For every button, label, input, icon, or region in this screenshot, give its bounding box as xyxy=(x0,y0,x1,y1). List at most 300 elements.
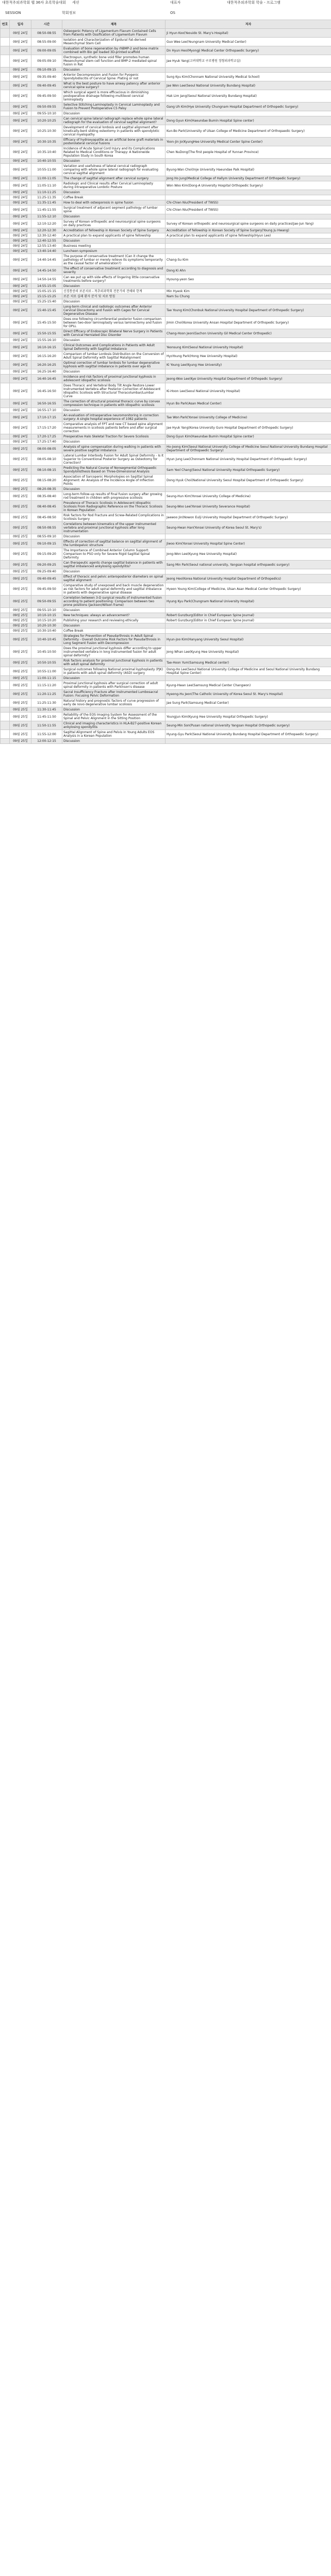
table-row[interactable] xyxy=(1,721,331,730)
table-row[interactable] xyxy=(1,439,331,445)
row-authors: Yeonsung Kim(Seoul National University Hospital) xyxy=(166,343,331,352)
table-row[interactable] xyxy=(1,608,331,613)
table-header-row xyxy=(1,20,331,29)
row-number xyxy=(1,329,10,338)
row-date: 09월 24일 xyxy=(10,408,31,413)
table-row[interactable] xyxy=(1,623,331,629)
table-row[interactable] xyxy=(1,629,331,634)
table-row[interactable] xyxy=(1,73,331,81)
row-time: 10:40-10:45 xyxy=(31,634,62,646)
row-authors xyxy=(166,249,331,254)
row-time: 17:25-17:40 xyxy=(31,439,62,445)
row-title: Luncheon symposium xyxy=(62,249,166,254)
row-number xyxy=(1,596,10,608)
row-title: Does the proximal junctional kyphosis differ according to upper instrumented vertebra in long instrumented fusion for adult spinal deformity? xyxy=(62,646,166,658)
row-title: Risk factors for Rod Fracture and Screw-Related Complications in Scoliosis Surgery xyxy=(62,513,166,522)
row-date: 09월 25일 xyxy=(10,658,31,667)
row-time: 09:50-09:55 xyxy=(31,103,62,111)
row-time: 09:15-09:20 xyxy=(31,548,62,561)
table-row[interactable] xyxy=(1,369,331,375)
table-row[interactable] xyxy=(1,453,331,466)
row-authors: Ki-Hoon Lee(Seoul National University Hospital) xyxy=(166,383,331,399)
table-row[interactable] xyxy=(1,699,331,707)
row-number xyxy=(1,228,10,233)
table-row[interactable] xyxy=(1,181,331,190)
row-authors xyxy=(166,707,331,713)
row-number xyxy=(1,190,10,195)
row-authors: Dong Ki Ahn xyxy=(166,266,331,275)
table-row[interactable] xyxy=(1,219,331,228)
row-number xyxy=(1,176,10,181)
row-authors: Min Hyeok Kim xyxy=(166,289,331,294)
row-authors: Accreditation of fellowship in Korean Society of Spine Surgery(Young Ju Hwang) xyxy=(166,228,331,233)
row-date: 09월 24일 xyxy=(10,219,31,228)
row-title: Comparative study of unexposed and back muscle degeneration as risk factors for adult spinal deformity and sagittal imbalance in patients with degenerative spinal disease xyxy=(62,583,166,596)
table-row[interactable] xyxy=(1,90,331,103)
row-number xyxy=(1,439,10,445)
table-row[interactable] xyxy=(1,81,331,90)
table-row[interactable] xyxy=(1,474,331,487)
header-session: 세션 xyxy=(72,1,79,5)
row-title: Discussion xyxy=(62,707,166,713)
row-date: 09월 24일 xyxy=(10,206,31,214)
row-authors xyxy=(166,67,331,73)
row-title: The effect of conservative treatment according to diagnosis and severity xyxy=(62,266,166,275)
table-row[interactable] xyxy=(1,634,331,646)
table-row[interactable] xyxy=(1,317,331,329)
row-time: 11:15-11:20 xyxy=(31,681,62,690)
table-row[interactable] xyxy=(1,534,331,539)
row-title: Risk factors analysis for proximal junctional kyphosis in patients with adult spinal deformity xyxy=(62,658,166,667)
row-title: Discussion xyxy=(62,338,166,343)
table-row[interactable] xyxy=(1,176,331,181)
row-time: 14:45-14:50 xyxy=(31,266,62,275)
table-row[interactable] xyxy=(1,233,331,239)
row-authors: Seung-Min Son(Pusan national University Yangsan Hospital Orthopedic surgery) xyxy=(166,721,331,730)
table-row[interactable] xyxy=(1,658,331,667)
row-time: 10:15-10:20 xyxy=(31,618,62,623)
row-title: Correlations between kinematics of the upper instrumented vertebra and proximal junctional kyphosis after long instrumentation xyxy=(62,522,166,534)
row-authors xyxy=(166,214,331,219)
row-date: 09월 25일 xyxy=(10,466,31,474)
row-title: Discussion xyxy=(62,214,166,219)
row-number xyxy=(1,195,10,200)
row-date: 09월 25일 xyxy=(10,634,31,646)
row-authors: Jeong-Woo Lee(Kye University Hospital Department of Orthopedic Surgery) xyxy=(166,375,331,383)
row-title: A practical plan to expand applicants of spine fellowship xyxy=(62,233,166,239)
row-number xyxy=(1,681,10,690)
row-title: Proximal junctional kyphosis after surgical correction of adult spinal deformity in patients with Parkinson's disease xyxy=(62,681,166,690)
row-date: 09월 25일 xyxy=(10,501,31,513)
row-authors: Hyeon Young Kim(College of Medicine, Ulsan Asan Medical Center Orthopedic Surgery) xyxy=(166,583,331,596)
table-row[interactable] xyxy=(1,38,331,46)
row-date: 09월 24일 xyxy=(10,317,31,329)
row-number xyxy=(1,534,10,539)
table-row[interactable] xyxy=(1,338,331,343)
row-date: 09월 25일 xyxy=(10,613,31,618)
row-title: Does Thoracic and Vertebral Body Tilt Angle Restore Lower Instrumented Vertebra after Posterior Correction of Adolescent Idiopathic Scoliosis with Structural Thoracolumbar/Lumbar Curve xyxy=(62,383,166,399)
row-number xyxy=(1,233,10,239)
row-time: 09:45-09:50 xyxy=(31,583,62,596)
row-authors xyxy=(166,629,331,634)
row-title: Sagittal Alignment of Spine and Pelvis in Young Adults EOS Analysis in a Korean Population xyxy=(62,730,166,739)
row-date: 09월 24일 xyxy=(10,249,31,254)
row-number xyxy=(1,200,10,206)
table-row[interactable] xyxy=(1,583,331,596)
row-date: 09월 24일 xyxy=(10,125,31,138)
table-row[interactable] xyxy=(1,730,331,739)
row-title: Incidence of Acute Spinal Cord Injury and its Complications Related to Medical Conditions or Therapy: A Nationwide Population Study in South Korea xyxy=(62,146,166,159)
row-number xyxy=(1,343,10,352)
row-title: Surgical outcomes following National proximal kyphoplasty (PJK) in patients with adult spinal deformity (ASD) surgery xyxy=(62,667,166,676)
row-number xyxy=(1,111,10,116)
row-time: 10:25-10:30 xyxy=(31,125,62,138)
row-authors: Yoon-Jin Jo(KyungHee University Medical Center Spine Center) xyxy=(166,138,331,146)
table-row[interactable] xyxy=(1,46,331,55)
table-row[interactable] xyxy=(1,408,331,413)
row-authors: Sang Min Park(Seoul national university, Yangsan hospital orthopaedic surgery) xyxy=(166,561,331,569)
table-row[interactable] xyxy=(1,690,331,699)
row-time: 09:10-09:15 xyxy=(31,539,62,548)
row-authors: Robert Gunzburg(Editor in Chief European Spine Journal) xyxy=(166,618,331,623)
tab-session[interactable]: SESSION xyxy=(5,11,21,15)
row-time: 11:55-12:10 xyxy=(31,214,62,219)
table-row[interactable] xyxy=(1,487,331,492)
row-authors: Chang-Su Kim xyxy=(166,254,331,266)
row-number xyxy=(1,707,10,713)
row-date: 09월 25일 xyxy=(10,561,31,569)
table-row[interactable] xyxy=(1,190,331,195)
row-number xyxy=(1,317,10,329)
row-title: Discussion xyxy=(62,676,166,681)
row-authors: Tae Won Park(Yonsei University College of Medicine) xyxy=(166,413,331,422)
row-authors xyxy=(166,369,331,375)
row-title: Discussion xyxy=(62,623,166,629)
row-time: 09:45-09:50 xyxy=(31,90,62,103)
row-time: 12:55-13:40 xyxy=(31,244,62,249)
row-number xyxy=(1,116,10,125)
table-row[interactable] xyxy=(1,146,331,159)
row-title: Can cervical spine lateral radiograph replace whole spine lateral radiograph for the evaluation of cervical sagittal alignment? xyxy=(62,116,166,125)
row-number xyxy=(1,658,10,667)
row-number xyxy=(1,369,10,375)
row-number xyxy=(1,146,10,159)
row-number xyxy=(1,422,10,434)
row-date: 09월 24일 xyxy=(10,38,31,46)
table-row[interactable] xyxy=(1,352,331,361)
row-title: How to deal with osteoporosis in spine fusion xyxy=(62,200,166,206)
row-time: 08:15-08:20 xyxy=(31,474,62,487)
row-number xyxy=(1,138,10,146)
row-time: 08:45-08:50 xyxy=(31,513,62,522)
table-row[interactable] xyxy=(1,445,331,453)
row-title: Evaluation of bone regeneration by rhBMP-2 and bone matrix combined with Bio gel loaded 3D-printed scaffold xyxy=(62,46,166,55)
row-number xyxy=(1,103,10,111)
table-row[interactable] xyxy=(1,513,331,522)
table-row[interactable] xyxy=(1,375,331,383)
table-row[interactable] xyxy=(1,244,331,249)
row-time: 08:40-08:45 xyxy=(31,501,62,513)
row-time: 17:20-17:25 xyxy=(31,434,62,439)
table-row[interactable] xyxy=(1,299,331,304)
row-date: 09월 24일 xyxy=(10,190,31,195)
row-authors: Sung Kyu Kim(Chonnam National University Medical School) xyxy=(166,73,331,81)
row-authors xyxy=(166,244,331,249)
row-title: Discussion xyxy=(62,190,166,195)
row-number xyxy=(1,159,10,164)
row-date: 09월 25일 xyxy=(10,667,31,676)
table-row[interactable] xyxy=(1,284,331,289)
row-date: 09월 24일 xyxy=(10,284,31,289)
row-number xyxy=(1,608,10,613)
row-authors: Dong-Ho Lee(Seoul National University College of Medicine and Seoul National University Bundang Hospital Spine Center) xyxy=(166,667,331,676)
row-authors: Jae Hyuk Yang(Korea University Guro Hospital Department of Orthopedic Surgery) xyxy=(166,422,331,434)
row-date: 09월 24일 xyxy=(10,422,31,434)
row-authors: Jeong Heo(Korea National University Hospital Department of Orthopedics) xyxy=(166,574,331,583)
row-number xyxy=(1,646,10,658)
table-row[interactable] xyxy=(1,522,331,534)
row-authors xyxy=(166,534,331,539)
table-row[interactable] xyxy=(1,646,331,658)
row-authors: Tae-Hoon Yum(Samsung Medical center) xyxy=(166,658,331,667)
row-authors: Seung-Hwan Han(Yonsei University of Korea Seoul St. Mary's) xyxy=(166,522,331,534)
row-time: 08:10-08:15 xyxy=(31,466,62,474)
row-title: Coffee Break xyxy=(62,195,166,200)
row-number xyxy=(1,206,10,214)
table-row[interactable] xyxy=(1,67,331,73)
table-row[interactable] xyxy=(1,159,331,164)
table-row[interactable] xyxy=(1,55,331,67)
row-authors: Kyung-Hwan Lee(Samsung Medical Center Changwon) xyxy=(166,681,331,690)
row-number xyxy=(1,266,10,275)
row-date: 09월 24일 xyxy=(10,239,31,244)
table-row[interactable] xyxy=(1,266,331,275)
row-title: Optimal correction of lumbar lordosis for lumbar degenerative kyphosis with sagittal imbalance in patients over age 65 xyxy=(62,361,166,369)
row-title: Isolation and Characterization of Epidural Fat-derived Mesenchymal Stem Cell xyxy=(62,38,166,46)
table-row[interactable] xyxy=(1,206,331,214)
row-time: 10:55-11:00 xyxy=(31,667,62,676)
row-authors: Survey of Korean orthopedic and neurosurgical spine surgeons on daily practices(Jae-Jun Yang) xyxy=(166,219,331,228)
table-row[interactable] xyxy=(1,116,331,125)
row-date: 09월 24일 xyxy=(10,111,31,116)
table-row[interactable] xyxy=(1,548,331,561)
row-date: 09월 25일 xyxy=(10,646,31,658)
table-row[interactable] xyxy=(1,254,331,266)
row-number xyxy=(1,522,10,534)
row-date: 09월 24일 xyxy=(10,116,31,125)
table-row[interactable] xyxy=(1,138,331,146)
row-authors: Guo Wee Lee(Yeungnam University Medical Center) xyxy=(166,38,331,46)
row-title: Reliability of the EOS Imaging System for Assessment of the Spinal and Pelvic Alignment in the Sitting Position xyxy=(62,713,166,721)
table-row[interactable] xyxy=(1,249,331,254)
row-time: 15:05-15:15 xyxy=(31,289,62,294)
row-title: Analysis of spine compensation during walking in patients with severe positive sagittal imbalance xyxy=(62,445,166,453)
row-number xyxy=(1,613,10,618)
row-time: 11:50-11:55 xyxy=(31,721,62,730)
row-time: 10:20-10:30 xyxy=(31,623,62,629)
row-date: 09월 24일 xyxy=(10,67,31,73)
table-row[interactable] xyxy=(1,739,331,744)
row-authors: Jimin Choi(Korea University Ansan Hospital Department of Orthopedic Surgery) xyxy=(166,317,331,329)
row-title: Sacral Insufficiency Fracture after Instrumented Lumbosacral Fusion: Focusing Pelvic Deformation xyxy=(62,690,166,699)
row-title: Discussion xyxy=(62,569,166,574)
table-row[interactable] xyxy=(1,103,331,111)
row-title: Discussion xyxy=(62,299,166,304)
table-row[interactable] xyxy=(1,383,331,399)
row-title: Survey of Korean orthopedic and neurosurgical spine surgeons on daily practices xyxy=(62,219,166,228)
table-row[interactable] xyxy=(1,676,331,681)
table-row[interactable] xyxy=(1,713,331,721)
row-authors: Hyung Kyu Park(Chungnam National University Hospital) xyxy=(166,596,331,608)
row-title: Electrospun, synthetic bone void filler promotes human Mesenchymal stem cell function and BMP-2 mediated spinal fusion in Rat xyxy=(62,55,166,67)
row-title: Discussion xyxy=(62,408,166,413)
row-authors xyxy=(166,239,331,244)
row-date: 09월 25일 xyxy=(10,699,31,707)
row-title: Osteogenic Potency of Ligamentum Flavum Contained Cells from Patients with Ossification of Ligamentum Flavum xyxy=(62,29,166,38)
header-program: 대한척추외과학회 학술 - 프로그램 xyxy=(227,1,280,5)
row-title: Efficacy of hydroxyapatite as an artificial bone graft materials in posterolateral cervical fusions xyxy=(62,138,166,146)
row-date: 09월 24일 xyxy=(10,200,31,206)
row-time: 11:25-11:30 xyxy=(31,699,62,707)
row-time: 09:00-09:05 xyxy=(31,46,62,55)
row-date: 09월 25일 xyxy=(10,522,31,534)
table-row[interactable] xyxy=(1,29,331,38)
table-row[interactable] xyxy=(1,561,331,569)
row-time: 09:55-10:10 xyxy=(31,608,62,613)
row-time: 10:20-10:25 xyxy=(31,116,62,125)
table-row[interactable] xyxy=(1,618,331,623)
row-date: 09월 25일 xyxy=(10,690,31,699)
table-row[interactable] xyxy=(1,613,331,618)
table-row[interactable] xyxy=(1,399,331,408)
row-authors: Seung-Hun Kim(Yonsei University College of Medicine) xyxy=(166,492,331,501)
row-number xyxy=(1,699,10,707)
row-time: 10:55-11:00 xyxy=(31,164,62,176)
table-row[interactable] xyxy=(1,707,331,713)
table-row[interactable] xyxy=(1,289,331,294)
row-authors: Jae Won Lee(Seoul National University Bundang Hospital) xyxy=(166,81,331,90)
tab-os[interactable]: OS xyxy=(170,11,175,15)
table-row[interactable] xyxy=(1,361,331,369)
row-date: 09월 24일 xyxy=(10,164,31,176)
row-time: 11:45-11:50 xyxy=(31,713,62,721)
row-number xyxy=(1,492,10,501)
row-authors: Hyun Bo Park(Asan Medical Center) xyxy=(166,399,331,408)
table-row[interactable] xyxy=(1,667,331,676)
row-title: Anterior Decompression and Fusion for Pyogenic Spondylodiscitis of Cervical Spine: Plating or not xyxy=(62,73,166,81)
row-authors xyxy=(166,487,331,492)
schedule-body xyxy=(1,29,331,744)
row-authors: Seung-Woo Lee(Yonsei University Severance Hospital) xyxy=(166,501,331,513)
table-row[interactable] xyxy=(1,466,331,474)
table-row[interactable] xyxy=(1,574,331,583)
table-row[interactable] xyxy=(1,434,331,439)
row-title: Discussion xyxy=(62,439,166,445)
row-title: Does one following circumferential posterior fusion comparison between two-door laminoplasty versus laminectomy and fusion for OPLL xyxy=(62,317,166,329)
table-row[interactable] xyxy=(1,195,331,200)
row-authors xyxy=(166,739,331,744)
row-authors: Hyun Jung Lee(Chonnam National University Hospital Department of Orthopaedic Surgery) xyxy=(166,453,331,466)
table-row[interactable] xyxy=(1,294,331,299)
row-time: 16:40-16:45 xyxy=(31,375,62,383)
row-title: Association of Sarcopenic Morphologies on Sagittal Spinal Alignment: An Analysis of the Incidence Angle of Inflection Points xyxy=(62,474,166,487)
row-title: Development of cervical lordosis and sagittal alignment after kinetically-bent sliding osteotomy in patients with spondylotic cervical myelopathy xyxy=(62,125,166,138)
row-number xyxy=(1,453,10,466)
table-row[interactable] xyxy=(1,200,331,206)
row-time: 09:40-09:45 xyxy=(31,574,62,583)
row-time: 09:05-09:10 xyxy=(31,55,62,67)
row-date: 09월 25일 xyxy=(10,623,31,629)
row-authors: Jae Sung Park(Samsung Medical Center) xyxy=(166,699,331,707)
row-title: 보존 치료 실패 환자 분석 및 치료 방침 xyxy=(62,294,166,299)
table-row[interactable] xyxy=(1,214,331,219)
row-authors: Nam Su Chung xyxy=(166,294,331,299)
row-date: 09월 25일 xyxy=(10,445,31,453)
row-authors: HyoYoung Park(Hong Hee University Hospital) xyxy=(166,352,331,361)
tab-info[interactable]: 학회정보 xyxy=(62,11,76,15)
row-date: 09월 24일 xyxy=(10,81,31,90)
row-authors: Chang-Hoon Jeon(Gachon University Gil Medical Center Orthopedic) xyxy=(166,329,331,338)
table-row[interactable] xyxy=(1,422,331,434)
row-authors: Hyung-Gyu Park(Seoul National University Bundang Hospital Department of Orthopaedic Surgery) xyxy=(166,730,331,739)
row-date: 09월 25일 xyxy=(10,713,31,721)
row-title: Strategies for Prevention of Pseudarthrosis in Adult Spinal Deformity - Overall Outcome Risk Factors for Pseudarthrosis in Long Segment Fusion with Decompression xyxy=(62,634,166,646)
row-number xyxy=(1,338,10,343)
table-row[interactable] xyxy=(1,164,331,176)
row-number xyxy=(1,219,10,228)
table-row[interactable] xyxy=(1,111,331,116)
row-authors: Hyeong-Hu Jeon(The Catholic University of Korea Seoul St. Mary's Hospital) xyxy=(166,690,331,699)
row-date: 09월 24일 xyxy=(10,413,31,422)
row-date: 09월 24일 xyxy=(10,361,31,369)
row-title: Which surgical agent is more efficacious in diminishing postoperative drainage following multilevel cervical laminoplasty xyxy=(62,90,166,103)
row-date: 09월 25일 xyxy=(10,569,31,574)
row-date: 09월 25일 xyxy=(10,730,31,739)
table-row[interactable] xyxy=(1,125,331,138)
table-row[interactable] xyxy=(1,413,331,422)
row-date: 09월 25일 xyxy=(10,487,31,492)
row-time: 12:20-12:30 xyxy=(31,228,62,233)
row-time: 10:50-10:55 xyxy=(31,658,62,667)
table-row[interactable] xyxy=(1,501,331,513)
row-title: Discussion xyxy=(62,534,166,539)
table-row[interactable] xyxy=(1,596,331,608)
table-row[interactable] xyxy=(1,275,331,284)
row-date: 09월 24일 xyxy=(10,439,31,445)
row-authors: Won Woo Kim(Dong-A University Hospital Orthopedic Surgery) xyxy=(166,181,331,190)
table-row[interactable] xyxy=(1,239,331,244)
row-time: 10:10-10:15 xyxy=(31,613,62,618)
row-authors: Robert Gunzburg(Editor in Chief European Spine Journal) xyxy=(166,613,331,618)
row-time: 09:35-09:40 xyxy=(31,73,62,81)
table-row[interactable] xyxy=(1,304,331,317)
row-number xyxy=(1,164,10,176)
row-date: 09월 24일 xyxy=(10,338,31,343)
row-date: 09월 24일 xyxy=(10,195,31,200)
header-title: 대한척추외과학회 웹 36차 초록학술대회 xyxy=(2,1,66,5)
row-title: Discussion xyxy=(62,284,166,289)
table-row[interactable] xyxy=(1,329,331,338)
row-authors: Jong-Won Lee(Kyung Hee University Hospital) xyxy=(166,548,331,561)
table-row[interactable] xyxy=(1,492,331,501)
table-row[interactable] xyxy=(1,228,331,233)
row-number xyxy=(1,38,10,46)
table-row[interactable] xyxy=(1,569,331,574)
row-title: Long-term follow-up results of final fusion surgery after growing rod treatment in children with progressive scoliosis xyxy=(62,492,166,501)
table-row[interactable] xyxy=(1,539,331,548)
table-row[interactable] xyxy=(1,681,331,690)
table-row[interactable] xyxy=(1,343,331,352)
